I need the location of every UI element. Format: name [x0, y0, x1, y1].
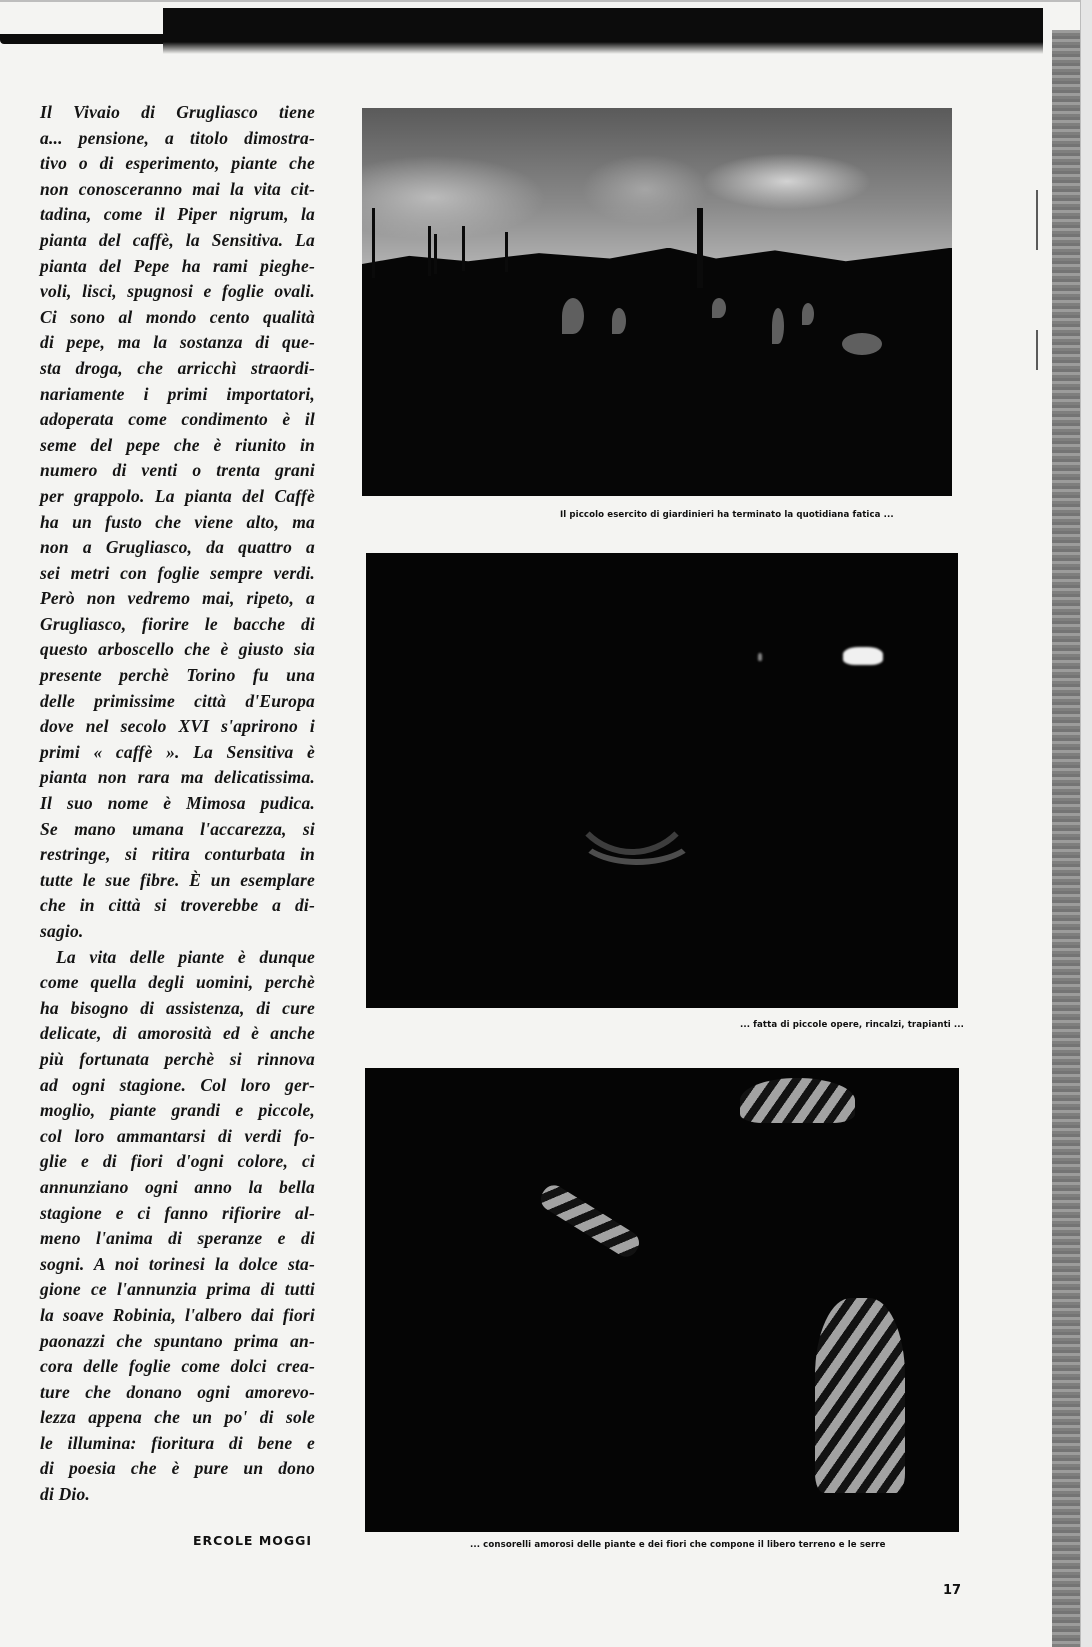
top-frame-band: [163, 8, 1043, 42]
photo-gardeners-field: [362, 108, 952, 496]
article-line: dove nel secolo XVI s'aprirono i: [40, 716, 315, 737]
article-line: gione ce l'annunzia prima di tutti: [40, 1279, 315, 1300]
photo-caption: ... fatta di piccole opere, rincalzi, trapianti ...: [740, 1020, 965, 1030]
article-line: delicate, di amorosità ed è anche: [40, 1023, 315, 1044]
article-body: [40, 100, 315, 1508]
binding-mark: [1036, 330, 1038, 370]
article-line: non conosceranno mai la vita cit-: [40, 178, 315, 199]
article-line: sagio.: [40, 921, 84, 941]
article-line: Però non vedremo mai, ripeto, a: [40, 588, 315, 609]
article-line: voli, lisci, spugnosi e foglie ovali.: [40, 281, 315, 302]
top-frame-band-left: [0, 34, 163, 44]
page-outer-edge: [1080, 0, 1092, 1647]
article-line: meno l'anima di speranze e di: [40, 1228, 315, 1249]
photo-dark-closeup: [366, 553, 958, 1008]
photo-sky: [362, 108, 952, 271]
article-line: la soave Robinia, l'albero dai fiori: [40, 1304, 315, 1325]
article-line: pianta del Pepe ha rami pieghe-: [40, 255, 315, 276]
photo-caption: ... consorelli amorosi delle piante e dei fiori che compone il libero terreno e le serre: [470, 1540, 886, 1550]
photo-leaf-highlight: [842, 333, 882, 355]
article-line: Ci sono al mondo cento qualità: [40, 306, 315, 327]
article-line: moglio, piante grandi e piccole,: [40, 1100, 315, 1121]
article-line: ha un fusto che viene alto, ma: [40, 511, 315, 532]
photo-plant-silhouettes: [362, 248, 952, 496]
photo-striped-shoulder: [740, 1078, 855, 1123]
article-line: sogni. A noi torinesi la dolce sta-: [40, 1253, 315, 1274]
article-line: annunziano ogni anno la bella: [40, 1176, 315, 1197]
article-line: sta droga, che arricchì straordi-: [40, 357, 315, 378]
article-line: Grugliasco, fiorire le bacche di: [40, 613, 315, 634]
article-line: numero di venti o trenta grani: [40, 460, 315, 481]
article-line: ha bisogno di assistenza, di cure: [40, 997, 315, 1018]
photo-pole: [505, 232, 508, 272]
photo-striped-arm: [536, 1181, 643, 1261]
article-line: tadina, come il Piper nigrum, la: [40, 204, 315, 225]
binding-mark: [1036, 190, 1038, 250]
article-line: non a Grugliasco, da quattro a: [40, 537, 315, 558]
article-line: lezza appena che un po' di sole: [40, 1407, 315, 1428]
article-line: pianta non rara ma delicatissima.: [40, 767, 315, 788]
photo-caption: Il piccolo esercito di giardinieri ha terminato la quotidiana fatica ...: [560, 510, 894, 520]
page-binding-edge: [1052, 30, 1080, 1647]
photo-pole: [428, 226, 431, 276]
article-line: sei metri con foglie sempre verdi.: [40, 562, 315, 583]
article-line: cora delle foglie come dolci crea-: [40, 1356, 315, 1377]
photo-leaf-highlight: [712, 298, 726, 318]
article-line: per grappolo. La pianta del Caffè: [40, 485, 315, 506]
author-byline: ERCOLE MOGGI: [193, 1533, 313, 1548]
article-line: a... pensione, a titolo dimostra-: [40, 127, 315, 148]
article-line: come quella degli uomini, perchè: [40, 972, 315, 993]
article-line: Se mano umana l'accarezza, si: [40, 818, 315, 839]
article-line: più fortunata perchè si rinnova: [40, 1048, 315, 1069]
article-line: le illumina: fioritura di bene e: [40, 1432, 315, 1453]
article-line: stagione e ci fanno rifiorire al-: [40, 1202, 315, 1223]
top-edge-rule: [0, 0, 1092, 2]
article-line: adoperata come condimento è il: [40, 409, 315, 430]
article-line: primi « caffè ». La Sensitiva è: [40, 741, 315, 762]
article-line: di poesia che è pure un dono: [40, 1458, 315, 1479]
article-line: restringe, si ritira conturbata in: [40, 844, 315, 865]
photo-pole: [462, 226, 465, 271]
article-line: tutte le sue fibre. È un esemplare: [40, 869, 315, 890]
photo-light-spot: [843, 647, 883, 665]
article-line: presente perchè Torino fu una: [40, 665, 315, 686]
photo-leaf-highlight: [772, 308, 784, 344]
photo-leaf-highlight: [802, 303, 814, 325]
photo-pole: [697, 208, 703, 288]
photo-leaf-highlight: [562, 298, 584, 334]
article-line: pianta del caffè, la Sensitiva. La: [40, 229, 315, 250]
article-line: che in città si troverebbe a di-: [40, 895, 315, 916]
article-line: tivo o di esperimento, piante che: [40, 153, 315, 174]
article-line: col loro ammantarsi di verdi fo-: [40, 1125, 315, 1146]
article-line: ad ogni stagione. Col loro ger-: [40, 1074, 315, 1095]
article-line: di pepe, ma la sostanza di que-: [40, 332, 315, 353]
article-line: Il Vivaio di Grugliasco tiene: [40, 102, 315, 122]
article-line: ture che donano ogni amorevo-: [40, 1381, 315, 1402]
article-line: Il suo nome è Mimosa pudica.: [40, 793, 315, 814]
article-line: seme del pepe che è riunito in: [40, 434, 315, 455]
page-number: 17: [943, 1583, 962, 1598]
article-line: paonazzi che spuntano prima an-: [40, 1330, 315, 1351]
article-line: delle primissime città d'Europa: [40, 690, 315, 711]
photo-faint-arc: [576, 803, 698, 865]
article-line: nariamente i primi importatori,: [40, 383, 315, 404]
top-frame-shadow: [163, 42, 1043, 54]
article-line: questo arboscello che è giusto sia: [40, 639, 315, 660]
article-line: di Dio.: [40, 1484, 91, 1505]
photo-striped-gardeners: [365, 1068, 959, 1532]
photo-pole: [434, 234, 437, 274]
photo-light-spot: [758, 653, 762, 661]
article-line: glie e di fiori d'ogni colore, ci: [40, 1151, 315, 1172]
photo-leaf-highlight: [612, 308, 626, 334]
article-line: La vita delle piante è dunque: [56, 946, 315, 967]
photo-pole: [372, 208, 375, 278]
photo-striped-torso: [815, 1298, 905, 1493]
